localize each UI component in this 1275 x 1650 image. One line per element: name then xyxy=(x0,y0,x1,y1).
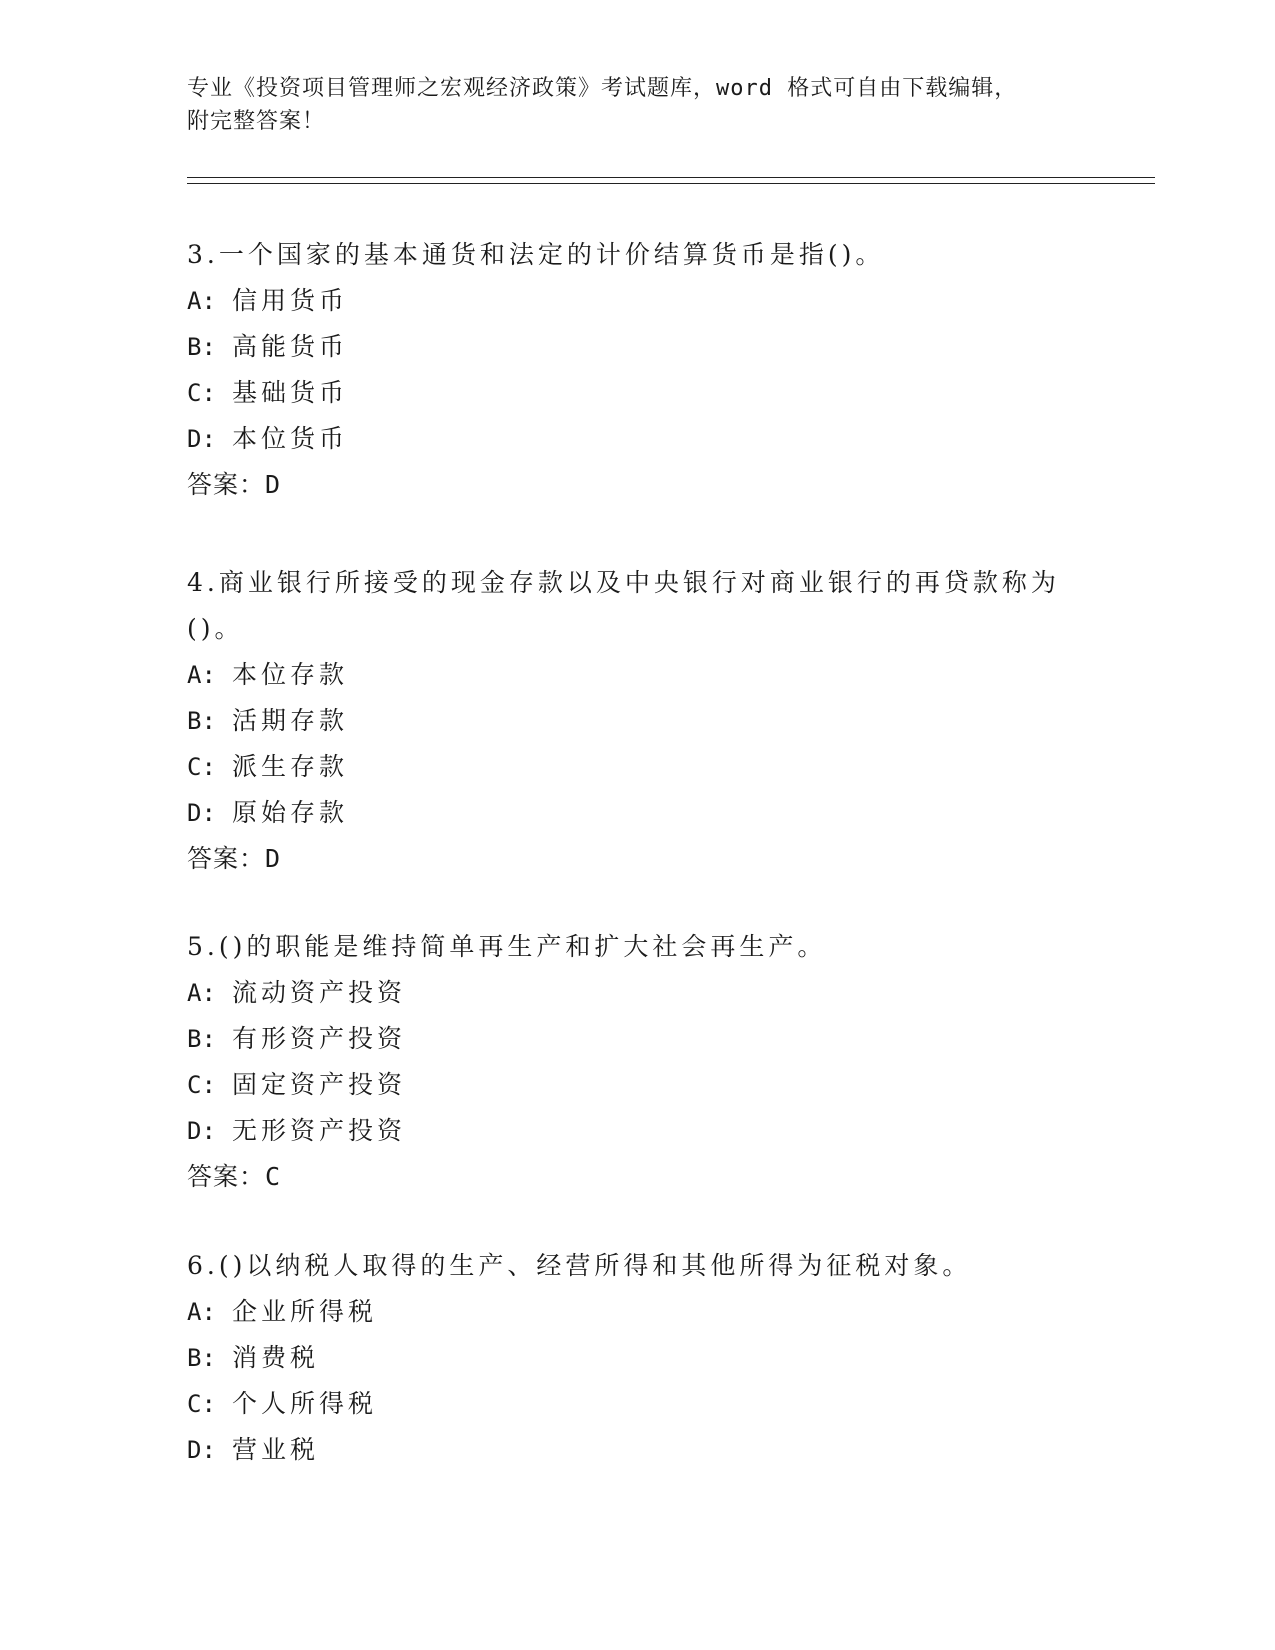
header-line-2: 附完整答案！ xyxy=(187,109,326,134)
option-a xyxy=(187,652,1087,698)
header-divider-bottom xyxy=(187,183,1155,184)
option-text: 基础货币 xyxy=(232,378,349,407)
option-text: 流动资产投资 xyxy=(232,978,407,1007)
option-key: B: xyxy=(187,333,216,361)
option-c xyxy=(187,1062,1087,1108)
option-key: A: xyxy=(187,661,216,689)
question-stem: 3.一个国家的基本通货和法定的计价结算货币是指()。 xyxy=(187,240,885,269)
answer-line xyxy=(187,462,1087,508)
question-4 xyxy=(187,560,1087,882)
option-text: 营业税 xyxy=(232,1435,320,1464)
answer-value: C xyxy=(265,1162,282,1191)
option-key: C: xyxy=(187,1071,216,1099)
option-key: C: xyxy=(187,753,216,781)
option-text: 信用货币 xyxy=(232,286,349,315)
option-d xyxy=(187,1427,1087,1473)
option-key: D: xyxy=(187,425,216,453)
option-key: C: xyxy=(187,1390,216,1418)
question-3 xyxy=(187,232,1087,508)
answer-line xyxy=(187,1154,1087,1200)
answer-value: D xyxy=(265,470,282,499)
option-c xyxy=(187,370,1087,416)
option-text: 派生存款 xyxy=(232,752,349,781)
question-stem-line-2: ()。 xyxy=(187,614,244,643)
option-b xyxy=(187,1016,1087,1062)
option-key: D: xyxy=(187,799,216,827)
option-key: A: xyxy=(187,1298,216,1326)
option-c xyxy=(187,744,1087,790)
option-d xyxy=(187,790,1087,836)
question-stem: 5.()的职能是维持简单再生产和扩大社会再生产。 xyxy=(187,932,827,961)
question-stem: 6.()以纳税人取得的生产、经营所得和其他所得为征税对象。 xyxy=(187,1251,972,1280)
option-text: 消费税 xyxy=(232,1343,320,1372)
option-text: 企业所得税 xyxy=(232,1297,378,1326)
answer-value: D xyxy=(265,844,282,873)
option-key: A: xyxy=(187,287,216,315)
option-key: B: xyxy=(187,707,216,735)
answer-line xyxy=(187,836,1087,882)
answer-label: 答案： xyxy=(187,470,266,499)
option-b xyxy=(187,1335,1087,1381)
option-key: A: xyxy=(187,979,216,1007)
option-text: 高能货币 xyxy=(232,332,349,361)
document-header xyxy=(187,72,1067,138)
header-divider-top xyxy=(187,177,1155,178)
answer-label: 答案： xyxy=(187,1162,266,1191)
option-key: D: xyxy=(187,1436,216,1464)
option-b xyxy=(187,324,1087,370)
option-a xyxy=(187,970,1087,1016)
option-text: 本位存款 xyxy=(232,660,349,689)
option-text: 本位货币 xyxy=(232,424,349,453)
option-key: B: xyxy=(187,1344,216,1372)
option-d xyxy=(187,1108,1087,1154)
option-key: D: xyxy=(187,1117,216,1145)
option-text: 个人所得税 xyxy=(232,1389,378,1418)
answer-label: 答案： xyxy=(187,844,266,873)
option-key: C: xyxy=(187,379,216,407)
option-text: 有形资产投资 xyxy=(232,1024,407,1053)
header-line-1: 专业《投资项目管理师之宏观经济政策》考试题库，word 格式可自由下载编辑， xyxy=(187,76,1018,101)
option-d xyxy=(187,416,1087,462)
question-6 xyxy=(187,1243,1087,1473)
option-c xyxy=(187,1381,1087,1427)
option-text: 无形资产投资 xyxy=(232,1116,407,1145)
question-stem-line-1: 4.商业银行所接受的现金存款以及中央银行对商业银行的再贷款称为 xyxy=(187,568,1060,597)
option-b xyxy=(187,698,1087,744)
question-5 xyxy=(187,924,1087,1200)
option-key: B: xyxy=(187,1025,216,1053)
option-text: 活期存款 xyxy=(232,706,349,735)
option-text: 原始存款 xyxy=(232,798,349,827)
option-text: 固定资产投资 xyxy=(232,1070,407,1099)
option-a xyxy=(187,1289,1087,1335)
option-a xyxy=(187,278,1087,324)
